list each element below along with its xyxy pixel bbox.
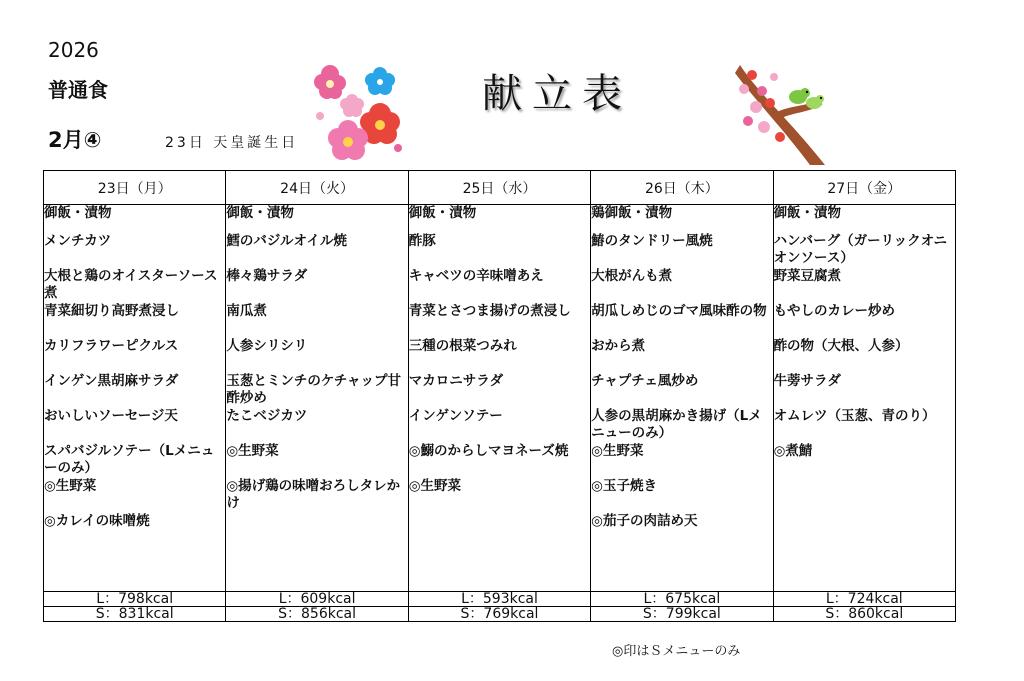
day-menu-cell [773,205,955,592]
holiday-note: 23日 天皇誕生日 [165,135,299,151]
kcal-l-value: L：593kcal [408,592,590,607]
menu-item: 南瓜煮 [226,303,267,319]
menu-item: 鰆のタンドリー風焼 [591,233,713,249]
menu-item: メンチカツ [44,233,112,249]
day-menu-cell [591,205,773,592]
menu-item: 人参シリシリ [226,338,308,354]
menu-item: 酢豚 [408,233,436,249]
menu-item: 青菜細切り高野煮浸し [44,303,179,319]
menu-item: 大根がんも煮 [591,268,673,284]
menu-item: チャプチェ風炒め [591,373,699,389]
menu-item: 鶏御飯・漬物 [591,205,673,221]
menu-item: 棒々鶏サラダ [226,268,308,284]
week-label: 2月④ [48,128,102,152]
kcal-l-value: L：798kcal [44,592,226,607]
menu-item: ◎生野菜 [591,443,644,459]
kcal-l-value: L：675kcal [591,592,773,607]
day-menu-cell [226,205,408,592]
menu-item: 人参の黒胡麻かき揚げ（Lメニューのみ） [591,408,762,441]
day-menu-cell [408,205,590,592]
day-header-row [44,171,956,205]
menu-item: ◎茄子の肉詰め天 [591,513,698,529]
menu-item: 胡瓜しめじのゴマ風味酢の物 [591,303,767,319]
menu-item: マカロニサラダ [408,373,504,389]
menu-item: ◎生野菜 [226,443,279,459]
day-header: 27日（金） [773,171,955,205]
menu-item: ◎煮鯖 [773,443,813,459]
plum-blossom-icon [300,56,410,166]
menu-item: 三種の根菜つみれ [408,338,517,354]
menu-item: おから煮 [591,338,646,354]
kcal-l-row [44,592,956,607]
day-header: 23日（月） [44,171,226,205]
menu-item: オムレツ（玉葱、青のり） [773,408,936,424]
menu-table [43,170,956,622]
menu-item: 酢の物（大根、人参） [773,338,909,354]
menu-item: ◎生野菜 [44,478,97,494]
menu-item: 青菜とさつま揚げの煮浸し [408,303,571,319]
day-header: 24日（火） [226,171,408,205]
branch-with-birds-icon [730,55,835,167]
kcal-s-value: S：831kcal [44,607,226,622]
kcal-s-value: S：799kcal [591,607,773,622]
menu-item: 大根と鶏のオイスターソース煮 [44,268,218,301]
menu-item: 牛蒡サラダ [773,373,841,389]
menu-item: 御飯・漬物 [226,205,294,221]
menu-item: ハンバーグ（ガーリックオニオンソース） [773,233,948,266]
year-label: 2026 [48,38,99,62]
menu-item: おいしいソーセージ天 [44,408,178,424]
kcal-s-value: S：860kcal [773,607,955,622]
menu-item: 御飯・漬物 [44,205,112,221]
menu-item: ◎揚げ鶏の味噌おろしタレかけ [226,478,401,511]
menu-item: インゲン黒胡麻サラダ [44,373,179,389]
menu-item: スパバジルソテー（Lメニューのみ） [44,443,215,476]
menu-item: 御飯・漬物 [773,205,842,221]
menu-item: たこベジカツ [226,408,308,424]
menu-item: 玉葱とミンチのケチャップ甘酢炒め [226,373,401,406]
kcal-s-row [44,607,956,622]
footnote: ◎印はＳメニューのみ [612,644,741,659]
menu-items-row [44,205,956,592]
menu-item: 野菜豆腐煮 [773,268,842,284]
kcal-l-value: L：609kcal [226,592,408,607]
day-menu-cell [44,205,226,592]
kcal-s-value: S：856kcal [226,607,408,622]
menu-item: カリフラワーピクルス [44,338,179,354]
diet-type-label: 普通食 [48,78,108,102]
day-header: 25日（水） [408,171,590,205]
menu-item: インゲンソテー [408,408,503,424]
menu-item: ◎カレイの味噌焼 [44,513,150,529]
menu-item: 御飯・漬物 [408,205,477,221]
menu-item: もやしのカレー炒め [773,303,896,319]
kcal-s-value: S：769kcal [408,607,590,622]
menu-item: ◎生野菜 [408,478,462,494]
menu-item: 鱈のバジルオイル焼 [226,233,347,249]
page-title: 献立表 [482,71,632,117]
day-header: 26日（木） [591,171,773,205]
menu-item: ◎鰯のからしマヨネーズ焼 [408,443,569,459]
kcal-l-value: L：724kcal [773,592,955,607]
menu-item: キャベツの辛味噌あえ [408,268,544,284]
menu-item: ◎玉子焼き [591,478,657,494]
